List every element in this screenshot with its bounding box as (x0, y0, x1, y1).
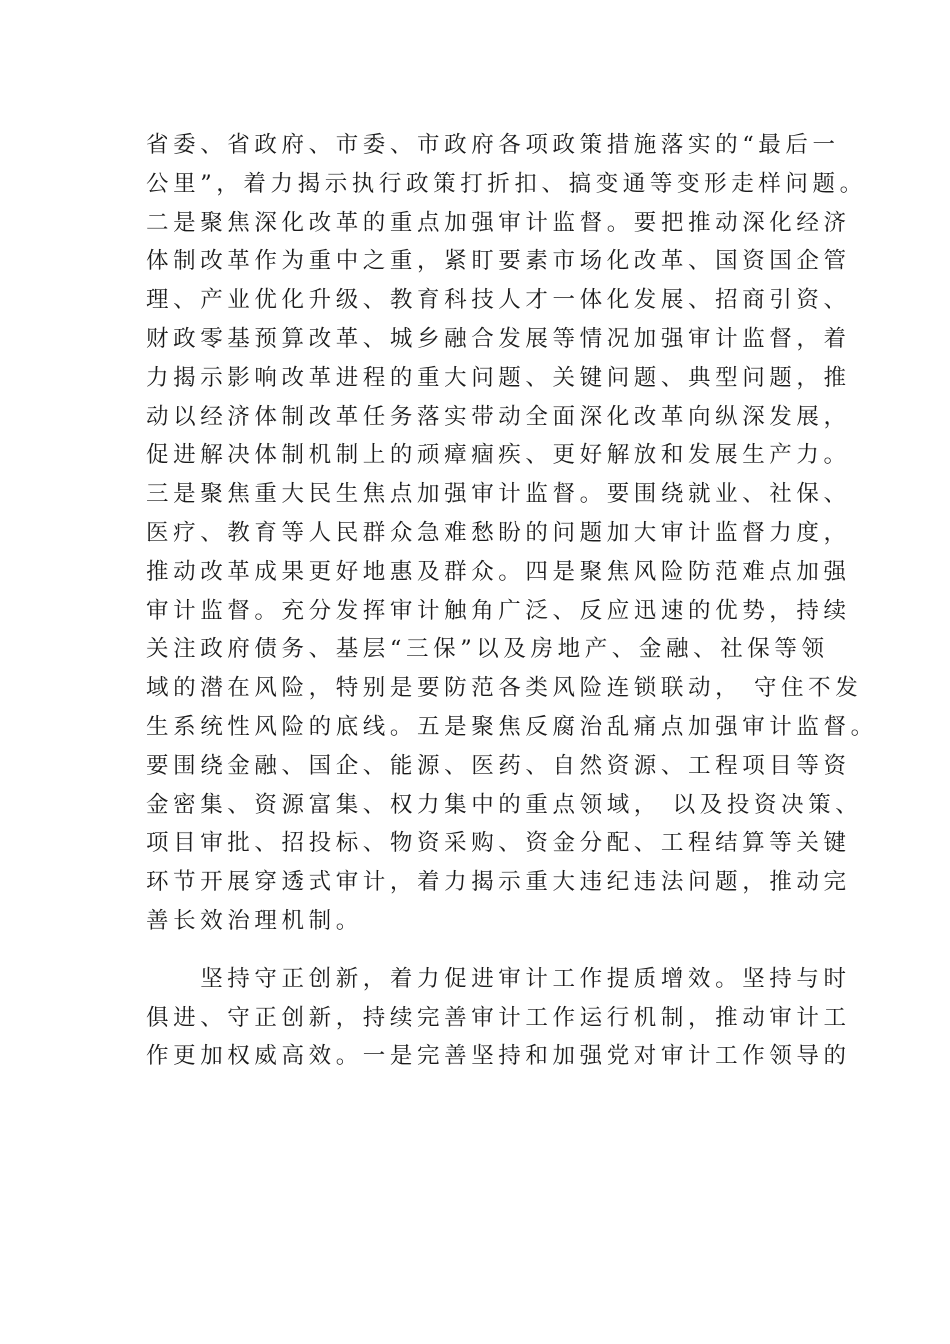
text-line: 体制改革作为重中之重，紧盯要素市场化改革、国资国企管 (146, 248, 851, 275)
text-line: 促进解决体制机制上的顽瘴痼疾、更好解放和发展生产力。 (146, 442, 851, 469)
paragraph-2-line: 俱进、守正创新，持续完善审计工作运行机制，推动审计工 (146, 1004, 851, 1031)
text-line: 省委、省政府、市委、市政府各项政策措施落实的“最后一 (146, 132, 840, 158)
text-line: 生系统性风险的底线。五是聚焦反腐治乱痛点加强审计监督。 (146, 713, 878, 740)
document-body (146, 126, 878, 1076)
text-line: 二是聚焦深化改革的重点加强审计监督。要把推动深化经济 (146, 209, 851, 236)
text-line: 要围绕金融、国企、能源、医药、自然资源、工程项目等资 (146, 752, 851, 779)
paragraph-gap (146, 941, 826, 960)
text-line: 金密集、资源富集、权力集中的重点领域， 以及投资决策、 (146, 791, 863, 818)
text-line: 环节开展穿透式审计，着力揭示重大违纪违法问题，推动完 (146, 869, 851, 896)
text-line: 审计监督。充分发挥审计触角广泛、反应迅速的优势，持续 (146, 597, 851, 624)
text-line: 理、产业优化升级、教育科技人才一体化发展、招商引资、 (146, 287, 851, 314)
text-line: 关注政府债务、基层“三保”以及房地产、金融、社保等领 (146, 636, 829, 663)
text-line: 项目审批、招投标、物资采购、资金分配、工程结算等关键 (146, 830, 851, 857)
text-line: 动以经济体制改革任务落实带动全面深化改革向纵深发展， (146, 403, 851, 430)
text-line: 域的潜在风险，特别是要防范各类风险连锁联动， 守住不发 (146, 675, 863, 702)
paragraph-2-line: 坚持守正创新，着力促进审计工作提质增效。坚持与时 (146, 965, 851, 992)
text-line: 力揭示影响改革进程的重大问题、关键问题、典型问题，推 (146, 364, 851, 391)
text-line: 财政零基预算改革、城乡融合发展等情况加强审计监督，着 (146, 325, 851, 352)
text-line: 公里”，着力揭示执行政策打折扣、搞变通等变形走样问题。 (146, 170, 867, 197)
text-line: 推动改革成果更好地惠及群众。四是聚焦风险防范难点加强 (146, 558, 851, 585)
text-line: 三是聚焦重大民生焦点加强审计监督。要围绕就业、社保、 (146, 481, 851, 508)
paragraph-2-line: 作更加权威高效。一是完善坚持和加强党对审计工作领导的 (146, 1043, 851, 1070)
text-line: 善长效治理机制。 (146, 907, 363, 934)
text-line: 医疗、教育等人民群众急难愁盼的问题加大审计监督力度， (146, 519, 851, 546)
